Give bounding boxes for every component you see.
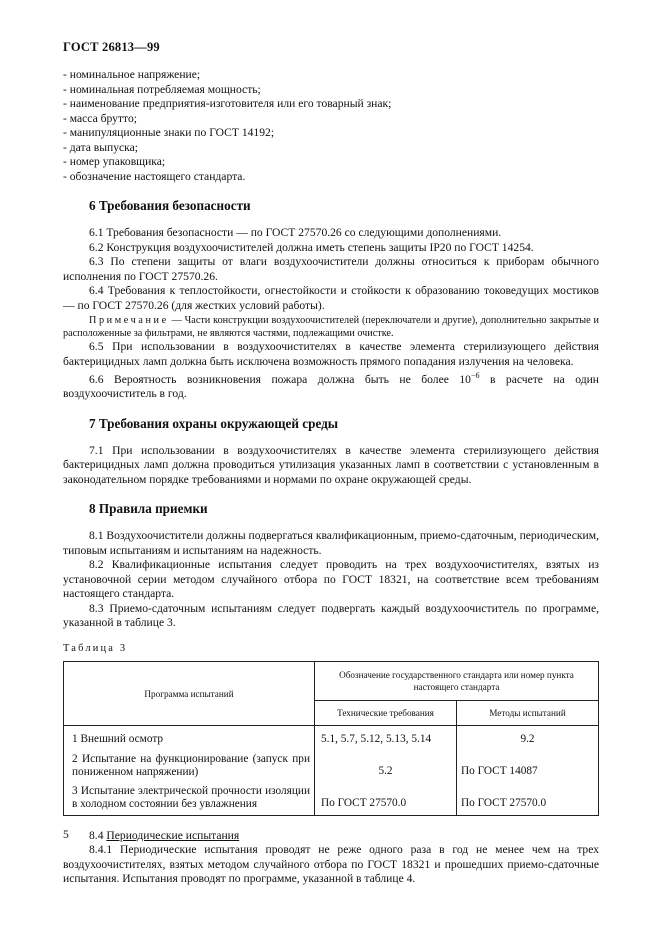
cell-methods: По ГОСТ 14087 — [457, 751, 599, 783]
note-text: — Части конструкции воздухоочистителей (переключатели и другие), дополнительно закрытые и расположенные за фильтрами, не являются частями, подлежащими очистке. — [63, 315, 599, 339]
table-row — [64, 783, 599, 816]
paragraph: 6.1 Требования безопасности — по ГОСТ 27570.26 со следующими дополнениями. — [89, 226, 502, 239]
page-content — [63, 68, 599, 887]
exponent: −6 — [470, 371, 480, 380]
note — [63, 314, 599, 340]
page-number: 5 — [63, 828, 69, 841]
paragraph — [63, 829, 599, 844]
paragraph: 6.4 Требования к теплостойкости, огнестойкости и стойкости к образованию токоведущих мостиков — по ГОСТ 27570.26 (для жестких условий работы). — [63, 284, 599, 312]
cell-program: 1 Внешний осмотр — [64, 726, 315, 751]
text-run: 8.4 — [89, 828, 107, 842]
cell-tech: 5.2 — [315, 751, 457, 783]
document-header: ГОСТ 26813—99 — [63, 40, 160, 54]
subsection-title: Периодические испытания — [106, 828, 240, 842]
section-heading: 7 Требования охраны окружающей среды — [89, 415, 339, 431]
column-header-program: Программа испытаний — [64, 662, 315, 726]
list-item: - манипуляционные знаки по ГОСТ 14192; — [63, 126, 275, 139]
list-item: - наименование предприятия-изготовителя или его товарный знак; — [63, 97, 392, 110]
paragraph — [63, 369, 599, 402]
column-header-methods: Методы испытаний — [457, 701, 599, 726]
list-item: - обозначение настоящего стандарта. — [63, 169, 246, 183]
paragraph: 6.3 По степени защиты от влаги воздухоочистители должны относиться к приборам обычного исполнения по ГОСТ 27570.26. — [63, 255, 599, 283]
note-label: Примечание — [89, 315, 169, 326]
list-item: - масса брутто; — [63, 111, 137, 125]
column-header-tech: Технические требования — [315, 701, 457, 726]
paragraph: 8.4.1 Периодические испытания проводят не реже одного раза в год не менее чем на трех воздухоочистителях, взятых методом случайного отбора по ГОСТ 18321 и прошедших приемо-сдаточные испытания. Испытания проводят по программе, указанной в таблице 4. — [63, 843, 599, 886]
list-item: - номер упаковщика; — [63, 155, 166, 168]
cell-methods: По ГОСТ 27570.0 — [457, 783, 599, 816]
table-row — [64, 726, 599, 751]
cell-tech: По ГОСТ 27570.0 — [315, 783, 457, 816]
list-item: - номинальная потребляемая мощность; — [63, 82, 261, 96]
cell-tech: 5.1, 5.7, 5.12, 5.13, 5.14 — [315, 726, 457, 751]
table-row — [64, 751, 599, 783]
text-run: 6.6 Вероятность возникновения пожара должна быть не более 10 — [89, 372, 471, 386]
paragraph: 8.2 Квалификационные испытания следует проводить на трех воздухоочистителях, взятых из установочной серии методом случайного отбора по ГОСТ 18321, на соответствие всем требованиям настоящего стандарта. — [63, 558, 599, 601]
marking-list — [63, 68, 599, 184]
table-caption: Таблица 3 — [63, 642, 128, 654]
paragraph: 7.1 При использовании в воздухоочистителях в качестве элемента стерилизующего действия бактерицидных ламп должна проводиться утилизация указанных ламп в соответствии с установленным в законодательном порядке требованиями и нормами по охране окружающей среды. — [63, 443, 599, 486]
paragraph: 6.2 Конструкция воздухоочистителей должна иметь степень защиты IP20 по ГОСТ 14254. — [89, 240, 534, 254]
text-run: в расчете на один воздухоочиститель в год. — [63, 372, 600, 401]
section-heading: 6 Требования безопасности — [89, 198, 251, 213]
paragraph: 8.3 Приемо-сдаточным испытаниям следует подвергать каждый воздухоочиститель по программе, указанной в таблице 3. — [63, 601, 599, 630]
list-item: - номинальное напряжение; — [63, 68, 201, 81]
paragraph: 8.1 Воздухоочистители должны подвергаться квалификационным, приемо-сдаточным, периодическим, типовым испытаниям и испытаниям на надежность. — [63, 529, 599, 557]
acceptance-tests-table — [63, 661, 599, 816]
paragraph: 6.5 При использовании в воздухоочистителях в качестве элемента стерилизующего действия бактерицидных ламп должна быть исключена возможность прямого попадания излучения на человека. — [63, 340, 599, 368]
section-heading: 8 Правила приемки — [89, 501, 208, 517]
cell-methods: 9.2 — [457, 726, 599, 751]
cell-program: 2 Испытание на функционирование (запуск при пониженном напряжении) — [64, 751, 315, 783]
list-item: - дата выпуска; — [63, 140, 138, 154]
cell-program: 3 Испытание электрической прочности изоляции в холодном состоянии без увлажнения — [64, 783, 315, 816]
column-header-designation: Обозначение государственного стандарта или номер пункта настоящего стандарта — [315, 662, 599, 701]
